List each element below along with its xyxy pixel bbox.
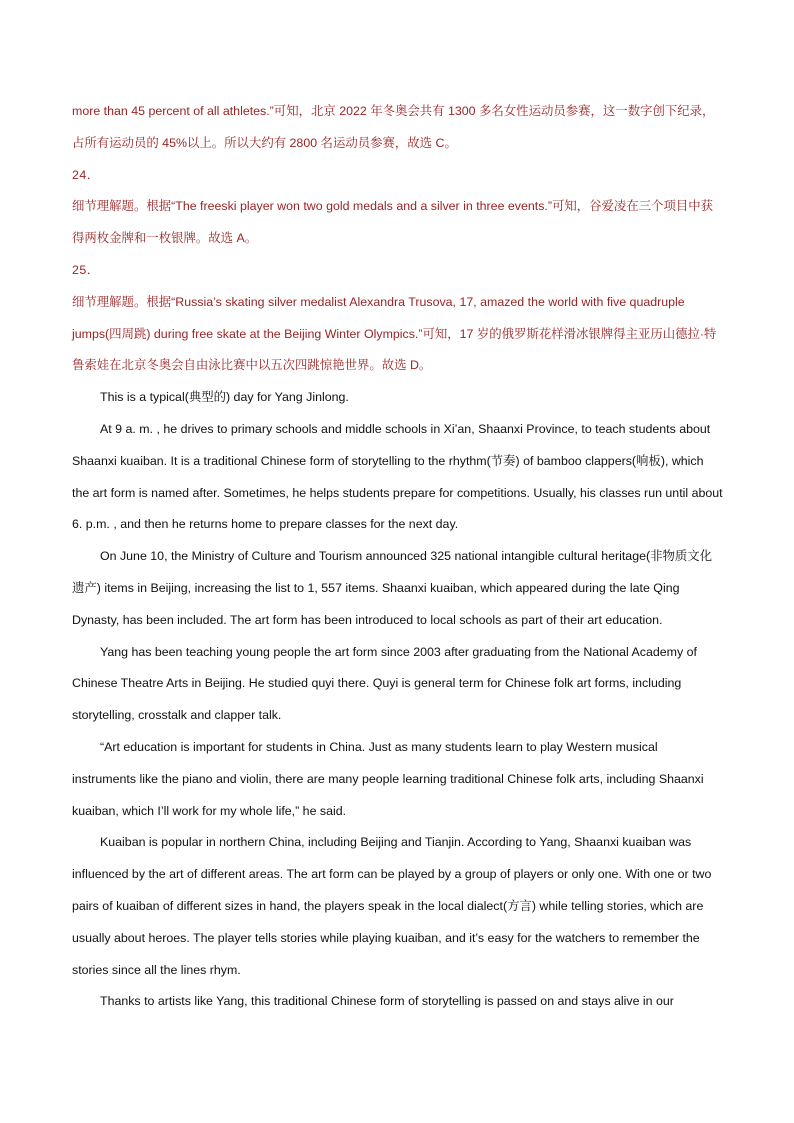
passage-paragraph-4: Yang has been teaching young people the art form since 2003 after graduating from the National Academy of Chinese Theatre Arts in Beijing. He studied quyi there. Quyi is general term for Chinese folk art forms, including storytelling, crosstalk and clapper talk.	[72, 644, 697, 723]
passage-paragraph-6: Kuaiban is popular in northern China, including Beijing and Tianjin. According to Yang, Shaanxi kuaiban was influenced by the art of different areas. The art form can be played by a group of players or only one. With one or two pairs of kuaiban of different sizes in hand, the players speak in the local dialect(方言) while telling stories, which are usually about heroes. The player tells stories while playing kuaiban, and it’s easy for the watchers to remember the stories since all the lines rhym.	[72, 835, 712, 977]
question-25-number: 25．	[72, 262, 100, 277]
passage-paragraph-3: On June 10, the Ministry of Culture and Tourism announced 325 national intangible cultural heritage(非物质文化遗产) items in Beijing, increasing the list to 1, 557 items. Shaanxi kuaiban, which appeared during the late Qing Dynasty, has been included. The art form has been introduced to local schools as part of their art education.	[72, 549, 713, 627]
passage-paragraph-1: This is a typical(典型的) day for Yang Jinlong.	[100, 390, 349, 405]
passage-paragraph-2: At 9 a. m. , he drives to primary schools and middle schools in Xi’an, Shaanxi Province, to teach students about Shaanxi kuaiban. It is a traditional Chinese form of storytelling to the rhythm(节奏) of bamboo clappers(响板), which the art form is named after. Sometimes, he helps students prepare for competitions. Usually, his classes run until about 6. p.m. , and then he returns home to prepare classes for the next day.	[72, 421, 723, 532]
answer-25-explanation: 细节理解题。根据“Russia’s skating silver medalist Alexandra Trusova, 17, amazed the world with five quadruple jumps(四周跳) during free skate at the Beijing Winter Olympics.”可知，17 岁的俄罗斯花样滑冰银牌得主亚历山德拉·特鲁索娃在北京冬奥会自由泳比赛中以五次四跳惊艳世界。故选 D。	[72, 294, 717, 373]
answer-24-explanation: 细节理解题。根据“The freeski player won two gold medals and a silver in three events.”可知，谷爱凌在三个项目中获得两枚金牌和一枚银牌。故选 A。	[72, 199, 714, 246]
passage-paragraph-7: Thanks to artists like Yang, this traditional Chinese form of storytelling is passed on and stays alive in our	[100, 994, 674, 1009]
answer-23-explanation: more than 45 percent of all athletes.”可知，北京 2022 年冬奥会共有 1300 多名女性运动员参赛，这一数字创下纪录，占所有运动员的 45%以上。所以大约有 2800 名运动员参赛，故选 C。	[72, 104, 715, 150]
page-content	[72, 96, 724, 1018]
passage-paragraph-5: “Art education is important for students in China. Just as many students learn to play Western musical instruments like the piano and violin, there are many people learning traditional Chinese folk arts, including Shaanxi kuaiban, which I’ll work for my whole life,” he said.	[72, 739, 704, 818]
question-24-number: 24．	[72, 167, 100, 182]
